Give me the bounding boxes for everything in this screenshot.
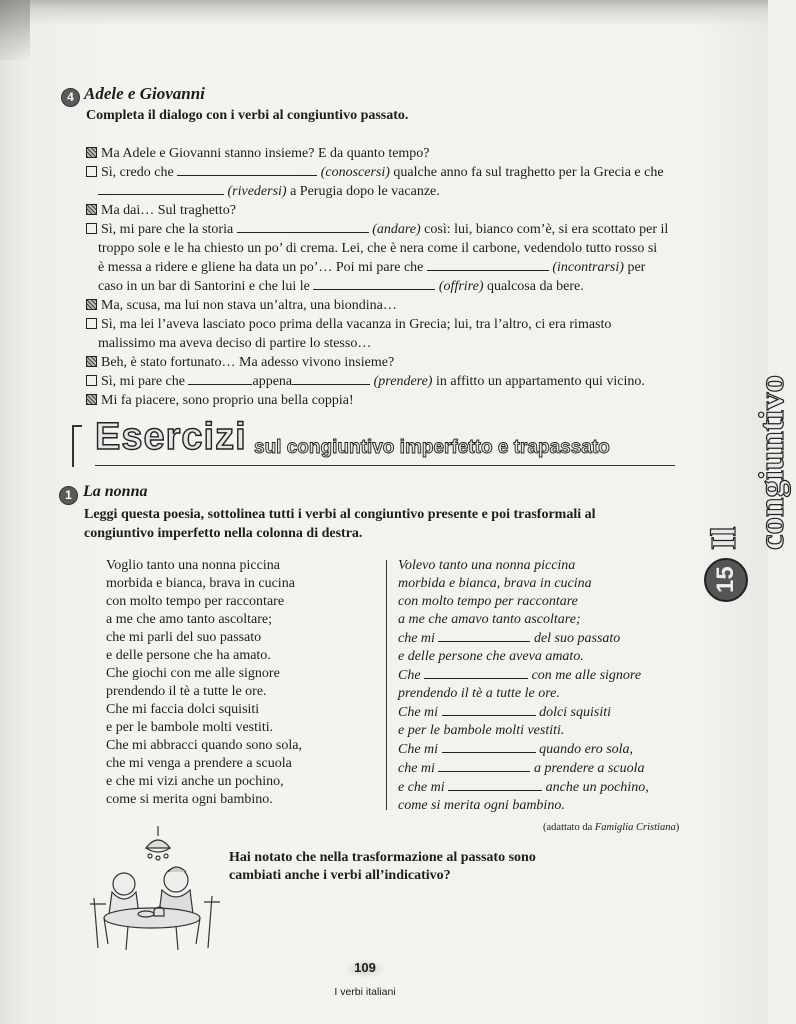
question-line: Hai notato che nella trasformazione al passato sono [229,850,536,865]
poem-line: morbida e bianca, brava in cucina [106,576,295,591]
text-segment: Che mi [398,742,442,757]
banner-bracket [72,425,82,467]
dialog-line [86,372,696,391]
text-segment: qualcosa da bere. [483,279,584,294]
grandmother-table-illustration [88,826,228,956]
speaker-b-marker [86,166,97,177]
text-segment: del suo passato [530,631,621,646]
poem-line-transformed [398,759,678,778]
verb-hint: (conoscersi) [317,165,390,180]
source-credit-title: Famiglia Cristiana [594,822,676,833]
text-segment: quando ero sola, [535,742,634,757]
answer-blank[interactable] [177,163,317,176]
text-segment: Ma dai… Sul traghetto? [101,203,236,218]
text-segment: e per le bambole molti vestiti. [398,723,565,738]
poem-line-transformed [398,703,678,722]
source-credit: (adattato da Famiglia Cristiana) [543,822,680,833]
speaker-a-marker [86,299,97,310]
exercise-instruction-line-2: congiuntivo imperfetto nella colonna di destra. [84,526,363,541]
poem-line: Che giochi con me alle signore [106,666,280,681]
exercise-instruction: Completa il dialogo con i verbi al congiuntivo passato. [86,108,409,123]
text-segment: Sì, mi pare che [101,374,189,389]
text-segment: Volevo tanto una nonna piccina [398,558,576,573]
scan-corner-fold [0,0,30,60]
text-segment: che mi [398,631,439,646]
answer-blank[interactable] [98,182,224,195]
poem-line: con molto tempo per raccontare [106,594,285,609]
speaker-a-marker [86,204,97,215]
question-line: cambiati anche i verbi all’indicativo? [229,868,451,883]
answer-blank[interactable] [427,258,549,271]
verb-hint: (offrire) [435,279,484,294]
dialog-line [86,315,696,334]
text-segment: morbida e bianca, brava in cucina [398,576,592,591]
exercise-number-badge: 4 [61,88,80,107]
exercise-title: Adele e Giovanni [84,84,205,103]
dialog-line [86,353,696,372]
column-divider [386,560,387,810]
exercises-banner-subtitle: sul congiuntivo imperfetto e trapassato [254,437,610,458]
exercise-instruction-line-1: Leggi questa poesia, sottolinea tutti i verbi al congiuntivo presente e poi trasformali al [84,507,596,522]
chapter-number: 15 [712,566,739,594]
dialog-line [86,334,696,353]
text-segment: che mi [398,761,439,776]
text-segment: con molto tempo per raccontare [398,594,578,609]
verb-hint: (andare) [368,222,421,237]
text-segment: e delle persone che aveva amato. [398,649,584,664]
answer-blank[interactable] [237,220,369,233]
text-segment: Sì, ma lei l’aveva lasciato poco prima della vacanza in Grecia; lui, tra l’altro, ci era rimasto [101,317,612,332]
answer-blank[interactable] [438,759,530,772]
text-segment: troppo sole e le ha chiesto un po’ di crema. Lei, che è nera come il carbone, vedendolo tutto rosso si [98,241,658,256]
text-segment: Mi fa piacere, sono proprio una bella coppia! [101,393,354,408]
dialog-exercise [86,144,696,410]
poem-line: a me che amo tanto ascoltare; [106,612,272,627]
text-segment: caso in un bar di Santorini e che lui le [98,279,314,294]
chapter-side-label: Il congiuntivo [704,374,791,550]
poem-line-transformed [398,722,678,740]
text-segment: a prendere a scuola [530,761,645,776]
poem-line: Voglio tanto una nonna piccina [106,558,280,573]
verb-hint: (rivedersi) [224,184,287,199]
text-segment: Sì, mi pare che la storia [101,222,237,237]
text-segment: per [623,260,646,275]
answer-blank[interactable] [313,277,435,290]
dialog-line [86,163,696,182]
text-segment: Che [398,668,425,683]
text-segment: a me che amavo tanto ascoltare; [398,612,581,627]
poem-line-transformed [398,557,678,575]
dialog-line [86,391,696,410]
poem-line: e delle persone che ha amato. [106,648,271,663]
poem-line-transformed [398,740,678,759]
text-segment: e che mi [398,780,449,795]
poem-line: come si merita ogni bambino. [106,792,273,807]
dialog-line [86,182,696,201]
answer-blank[interactable] [292,372,370,385]
poem-original-column [106,557,376,809]
dialog-line [86,220,696,239]
text-segment: a Perugia dopo le vacanze. [286,184,440,199]
text-segment: prendendo il tè a tutte le ore. [398,686,560,701]
answer-blank[interactable] [188,372,252,385]
speaker-b-marker [86,375,97,386]
poem-line-transformed [398,797,678,815]
verb-hint: (prendere) [370,374,433,389]
answer-blank[interactable] [442,740,536,753]
poem-line: Che mi abbracci quando sono sola, [106,738,302,753]
poem-transform-column [398,557,678,815]
exercises-banner-title: Esercizi [95,416,247,458]
poem-line: e che mi vizi anche un pochino, [106,774,284,789]
text-segment: Ma, scusa, ma lui non stava un’altra, una biondina… [101,298,397,313]
poem-line-transformed [398,685,678,703]
book-title-footer: I verbi italiani [334,986,396,998]
text-segment: Che mi [398,705,442,720]
text-segment: malissimo ma aveva deciso di partire lo stesso… [98,336,372,351]
speaker-a-marker [86,147,97,158]
banner-rule [95,465,675,466]
poem-line-transformed [398,666,678,685]
poem-line: prendendo il tè a tutte le ore. [106,684,267,699]
speaker-a-marker [86,356,97,367]
page-number: 109 [345,960,385,978]
text-segment: appena [252,374,293,389]
text-segment: è messa a ridere e gliene ha data un po’… Poi mi pare che [98,260,427,275]
dialog-line [86,239,696,258]
dialog-line [86,201,696,220]
dialog-line [86,296,696,315]
text-segment: Sì, credo che [101,165,178,180]
exercise-title: La nonna [83,483,148,500]
verb-hint: (incontrarsi) [548,260,624,275]
text-segment: anche un pochino, [542,780,649,795]
poem-line: che mi venga a prendere a scuola [106,756,292,771]
text-segment: così: lui, bianco com’è, si era scottato per il [420,222,669,237]
speaker-a-marker [86,394,97,405]
scan-top-shadow [0,0,768,26]
text-segment: dolci squisiti [535,705,612,720]
answer-blank[interactable] [442,703,536,716]
answer-blank[interactable] [438,629,530,642]
text-segment: qualche anno fa sul traghetto per la Grecia e che [389,165,664,180]
text-segment: con me alle signore [528,668,642,683]
text-segment: in affitto un appartamento qui vicino. [432,374,645,389]
poem-line-transformed [398,593,678,611]
poem-line-transformed [398,778,678,797]
speaker-b-marker [86,318,97,329]
dialog-line [86,277,696,296]
text-segment: Beh, è stato fortunato… Ma adesso vivono insieme? [101,355,395,370]
answer-blank[interactable] [448,778,542,791]
poem-line-transformed [398,648,678,666]
follow-up-question [229,849,569,885]
poem-line: Che mi faccia dolci squisiti [106,702,260,717]
poem-line: e per le bambole molti vestiti. [106,720,274,735]
speaker-b-marker [86,223,97,234]
text-segment: come si merita ogni bambino. [398,798,565,813]
poem-line-transformed [398,611,678,629]
poem-line: che mi parli del suo passato [106,630,262,645]
poem-line-transformed [398,629,678,648]
poem-line-transformed [398,575,678,593]
dialog-line [86,144,696,163]
dialog-line [86,258,696,277]
exercise-number-badge: 1 [59,486,78,505]
text-segment: Ma Adele e Giovanni stanno insieme? E da quanto tempo? [101,146,430,161]
answer-blank[interactable] [424,666,528,679]
